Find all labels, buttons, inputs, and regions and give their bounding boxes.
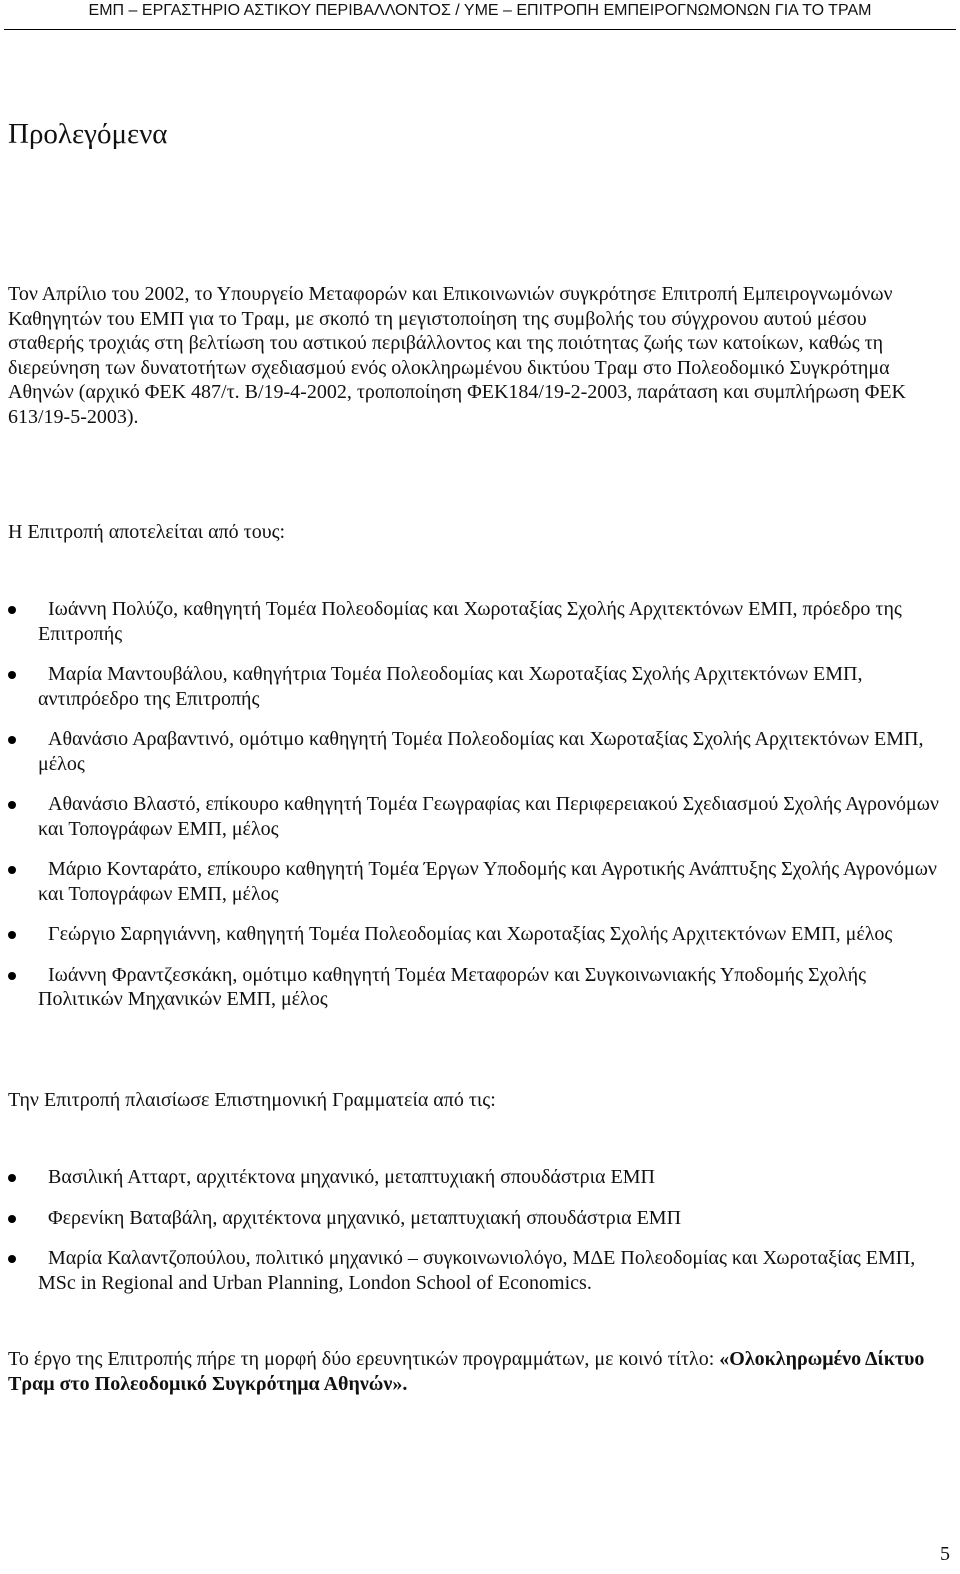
- bullet-icon: [8, 606, 16, 614]
- page-title: Προλεγόμενα: [8, 118, 168, 150]
- page-number: 5: [940, 1543, 950, 1565]
- list-item: Μαρία Καλαντζοπούλου, πολιτικό μηχανικό – συγκοινωνιολόγο, ΜΔΕ Πολεοδομίας και Χωροταξίας ΕΜΠ, MSc in Regional and Urban Planning, London School of Economics.: [8, 1246, 954, 1295]
- running-header: ΕΜΠ – ΕΡΓΑΣΤΗΡΙΟ ΑΣΤΙΚΟΥ ΠΕΡΙΒΑΛΛΟΝΤΟΣ / ΥΜΕ – ΕΠΙΤΡΟΠΗ ΕΜΠΕΙΡΟΓΝΩΜΟΝΩΝ ΓΙΑ ΤΟ ΤΡΑΜ: [88, 2, 872, 19]
- list-item: Μάριο Κονταράτο, επίκουρο καθηγητή Τομέα Έργων Υποδομής και Αγροτικής Ανάπτυξης Σχολής Αγρονόμων και Τοπογράφων ΕΜΠ, μέλος: [8, 857, 954, 906]
- bullet-icon: [8, 671, 16, 679]
- bullet-icon: [8, 866, 16, 874]
- list-item: Ιωάννη Πολύζο, καθηγητή Τομέα Πολεοδομίας και Χωροταξίας Σχολής Αρχιτεκτόνων ΕΜΠ, πρόεδρο της Επιτροπής: [8, 597, 954, 646]
- closing-paragraph: [8, 1347, 946, 1396]
- bullet-icon: [8, 1215, 16, 1223]
- list-item: Ιωάννη Φραντζεσκάκη, ομότιμο καθηγητή Τομέα Μεταφορών και Συγκοινωνιακής Υποδομής Σχολής Πολιτικών Μηχανικών ΕΜΠ, μέλος: [8, 963, 954, 1012]
- list-item: Αθανάσιο Αραβαντινό, ομότιμο καθηγητή Τομέα Πολεοδομίας και Χωροταξίας Σχολής Αρχιτεκτόνων ΕΜΠ, μέλος: [8, 727, 954, 776]
- list-item: Γεώργιο Σαρηγιάννη, καθηγητή Τομέα Πολεοδομίας και Χωροταξίας Σχολής Αρχιτεκτόνων ΕΜΠ, μέλος: [8, 922, 954, 947]
- bullet-icon: [8, 736, 16, 744]
- project-title: «Ολοκληρωμένο Δίκτυο Τραμ στο Πολεοδομικό Συγκρότημα Αθηνών».: [8, 1348, 925, 1395]
- bullet-icon: [8, 1174, 16, 1182]
- list-item: Μαρία Μαντουβάλου, καθηγήτρια Τομέα Πολεοδομίας και Χωροταξίας Σχολής Αρχιτεκτόνων ΕΜΠ, αντιπρόεδρο της Επιτροπής: [8, 662, 954, 711]
- bullet-icon: [8, 801, 16, 809]
- header-rule: [4, 29, 956, 30]
- closing-text: Το έργο της Επιτροπής πήρε τη μορφή δύο ερευνητικών προγραμμάτων, με κοινό τίτλο:: [8, 1348, 720, 1370]
- list-item: Βασιλική Ατταρτ, αρχιτέκτονα μηχανικό, μεταπτυχιακή σπουδάστρια ΕΜΠ: [8, 1165, 954, 1190]
- list-item: Αθανάσιο Βλαστό, επίκουρο καθηγητή Τομέα Γεωγραφίας και Περιφερειακού Σχεδιασμού Σχολής Αγρονόμων και Τοπογράφων ΕΜΠ, μέλος: [8, 792, 954, 841]
- bullet-icon: [8, 1255, 16, 1263]
- secretariat-list: [8, 1165, 954, 1295]
- list-item: Φερενίκη Βαταβάλη, αρχιτέκτονα μηχανικό, μεταπτυχιακή σπουδάστρια ΕΜΠ: [8, 1206, 954, 1231]
- committee-list: [8, 597, 954, 1012]
- committee-intro: Η Επιτροπή αποτελείται από τους:: [8, 521, 286, 543]
- bullet-icon: [8, 931, 16, 939]
- bullet-icon: [8, 972, 16, 980]
- secretariat-intro: Την Επιτροπή πλαισίωσε Επιστημονική Γραμματεία από τις:: [8, 1089, 496, 1111]
- intro-paragraph: Τον Απρίλιο του 2002, το Υπουργείο Μεταφορών και Επικοινωνιών συγκρότησε Επιτροπή Εμπειρογνωμόνων Καθηγητών του ΕΜΠ για το Τραμ, με σκοπό τη μεγιστοποίηση της συμβολής του σύγχρονου αυτού μέσου σταθερής τροχιάς στη βελτίωση του αστικού περιβάλλοντος και της ποιότητας ζωής των κατοίκων, καθώς τη διερεύνηση των δυνατοτήτων σχεδιασμού ενός ολοκληρωμένου δικτύου Τραμ στο Πολεοδομικό Συγκρότημα Αθηνών (αρχικό ΦΕΚ 487/τ. Β/19-4-2002, τροποποίηση ΦΕΚ184/19-2-2003, παράταση και συμπλήρωση ΦΕΚ 613/19-5-2003).: [8, 283, 906, 428]
